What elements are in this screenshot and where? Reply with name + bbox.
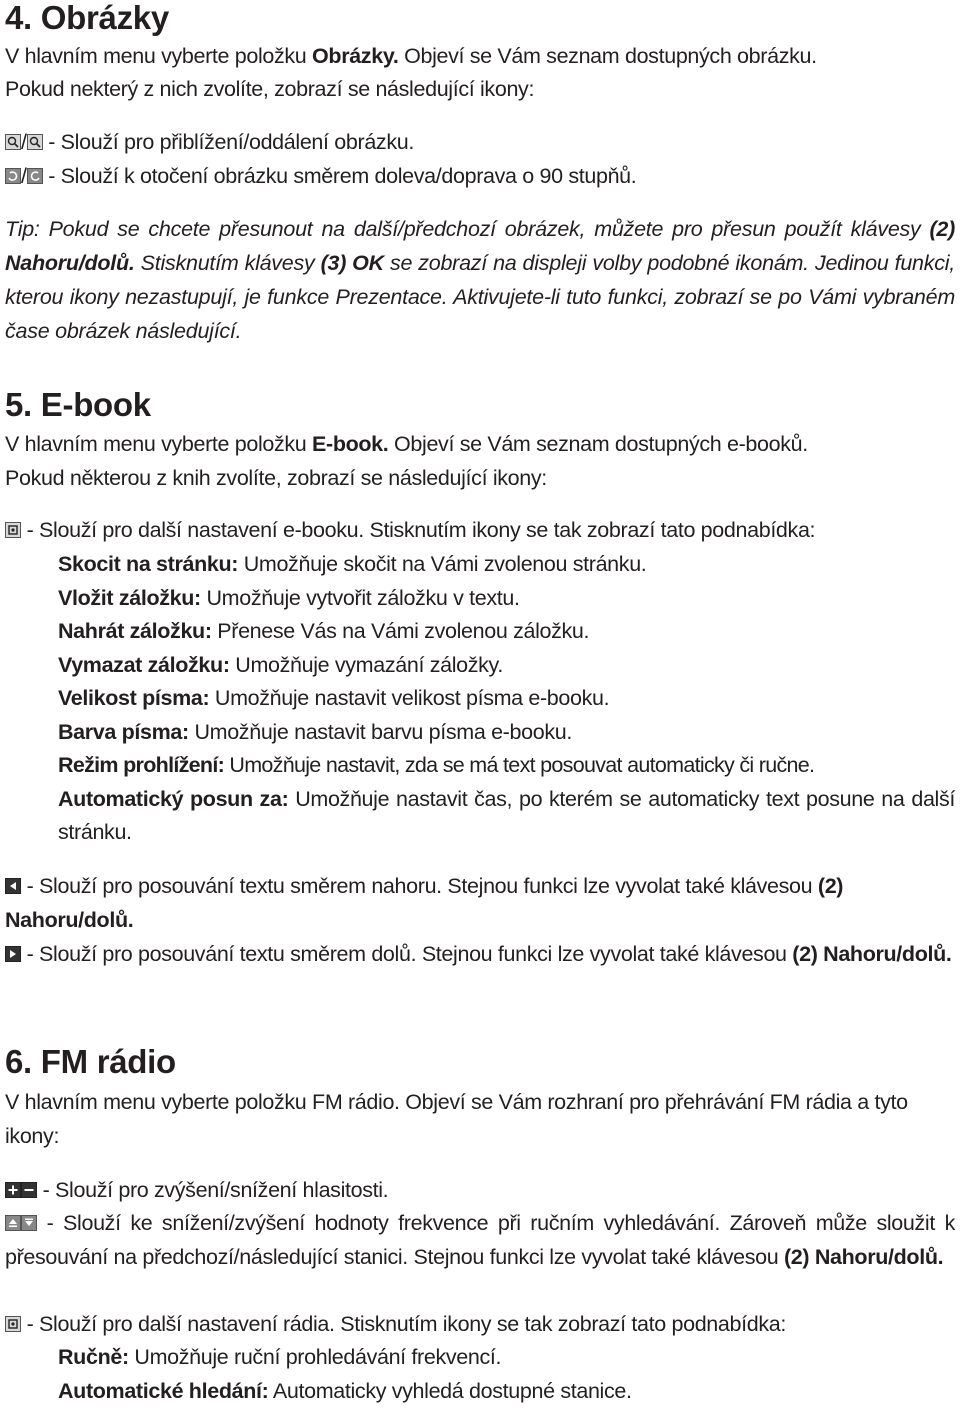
ebook-submenu [5,548,955,850]
s6-settings-line: - Slouží pro další nastavení rádia. Stisknutím ikony se tak zobrazí tato podnabídka: [5,1308,955,1342]
submenu-item: Vymazat záložku: Umožňuje vymazání záložky. [5,649,955,683]
submenu-item: Skocit na stránku: Umožňuje skočit na Vámi zvolenou stránku. [5,548,955,582]
s4-rotate-line: / - Slouží k otočení obrázku směrem doleva/doprava o 90 stupňů. [5,160,636,194]
submenu-item: Režim prohlížení: Umožňuje nastavit, zda se má text posouvat automaticky či ručne. [5,749,955,783]
s6-frequency: - Slouží ke snížení/zvýšení hodnoty frekvence při ručním vyhledávání. Zároveň může sloužit k přesouvání na předchozí/následující stanici. Stejnou funkci lze vyvolat také klávesou (2) Nahoru/dolů. [5,1207,955,1274]
scroll-down-icon [5,946,21,962]
s4-zoom-line: / - Slouží pro přiblížení/oddálení obrázku. [5,126,414,160]
s4-intro-line2: Pokud nekterý z nich zvolíte, zobrazí se následující ikony: [5,73,534,107]
volume-down-icon [21,1182,37,1198]
rotate-left-icon [5,168,21,184]
section-5-heading: 5. E-book [5,387,151,423]
radio-submenu [5,1341,955,1408]
s6-intro: V hlavním menu vyberte položku FM rádio. Objeví se Vám rozhraní pro přehrávání FM rádia a tyto ikony: [5,1086,955,1153]
rotate-right-icon [27,168,43,184]
s4-tip: Tip: Pokud se chcete přesunout na další/předchozí obrázek, můžete pro přesun použít klávesy (2) Nahoru/dolů. Stisknutím klávesy (3) OK se zobrazí na displeji volby podobné ikonám. Jedinou funkci, kterou ikony nezastupují, je funkce Prezentace. Aktivujete-li tuto funkci, zobrazí se po Vámi vybraném čase obrázek následující. [5,212,955,348]
submenu-item: Automatické hledání: Automaticky vyhledá dostupné stanice. [5,1375,955,1408]
s5-settings-line: - Slouží pro další nastavení e-booku. Stisknutím ikony se tak zobrazí tato podnabídka: [5,514,815,548]
s5-intro-line2: Pokud některou z knih zvolíte, zobrazí se následující ikony: [5,462,547,496]
frequency-down-icon [5,1215,21,1231]
submenu-item: Vložit záložku: Umožňuje vytvořit záložku v textu. [5,582,955,616]
scroll-up-icon [5,878,21,894]
zoom-out-icon [27,134,43,150]
s5-scroll-up: - Slouží pro posouvání textu směrem nahoru. Stejnou funkci lze vyvolat také klávesou (2) Nahoru/dolů. [5,870,955,937]
submenu-item: Barva písma: Umožňuje nastavit barvu písma e-booku. [5,716,955,750]
submenu-item: Automatický posun za: Umožňuje nastavit čas, po kterém se automaticky text posune na další stránku. [5,783,955,850]
submenu-item: Velikost písma: Umožňuje nastavit velikost písma e-booku. [5,682,955,716]
zoom-in-icon [5,134,21,150]
settings-icon [5,1316,21,1332]
frequency-up-icon [21,1215,37,1231]
section-4-heading: 4. Obrázky [5,0,169,36]
s6-volume-line: - Slouží pro zvýšení/snížení hlasitosti. [5,1174,388,1208]
s5-scroll-down: - Slouží pro posouvání textu směrem dolů. Stejnou funkci lze vyvolat také klávesou (2) Nahoru/dolů. [5,938,955,972]
s5-intro-line1: V hlavním menu vyberte položku E-book. Objeví se Vám seznam dostupných e-booků. [5,428,808,462]
submenu-item: Nahrát záložku: Přenese Vás na Vámi zvolenou záložku. [5,615,955,649]
submenu-item: Ručně: Umožňuje ruční prohledávání frekvencí. [5,1341,955,1375]
volume-up-icon [5,1182,21,1198]
settings-icon [5,522,21,538]
section-6-heading: 6. FM rádio [5,1044,176,1080]
s4-intro-line1: V hlavním menu vyberte položku Obrázky. Objeví se Vám seznam dostupných obrázku. [5,40,817,74]
